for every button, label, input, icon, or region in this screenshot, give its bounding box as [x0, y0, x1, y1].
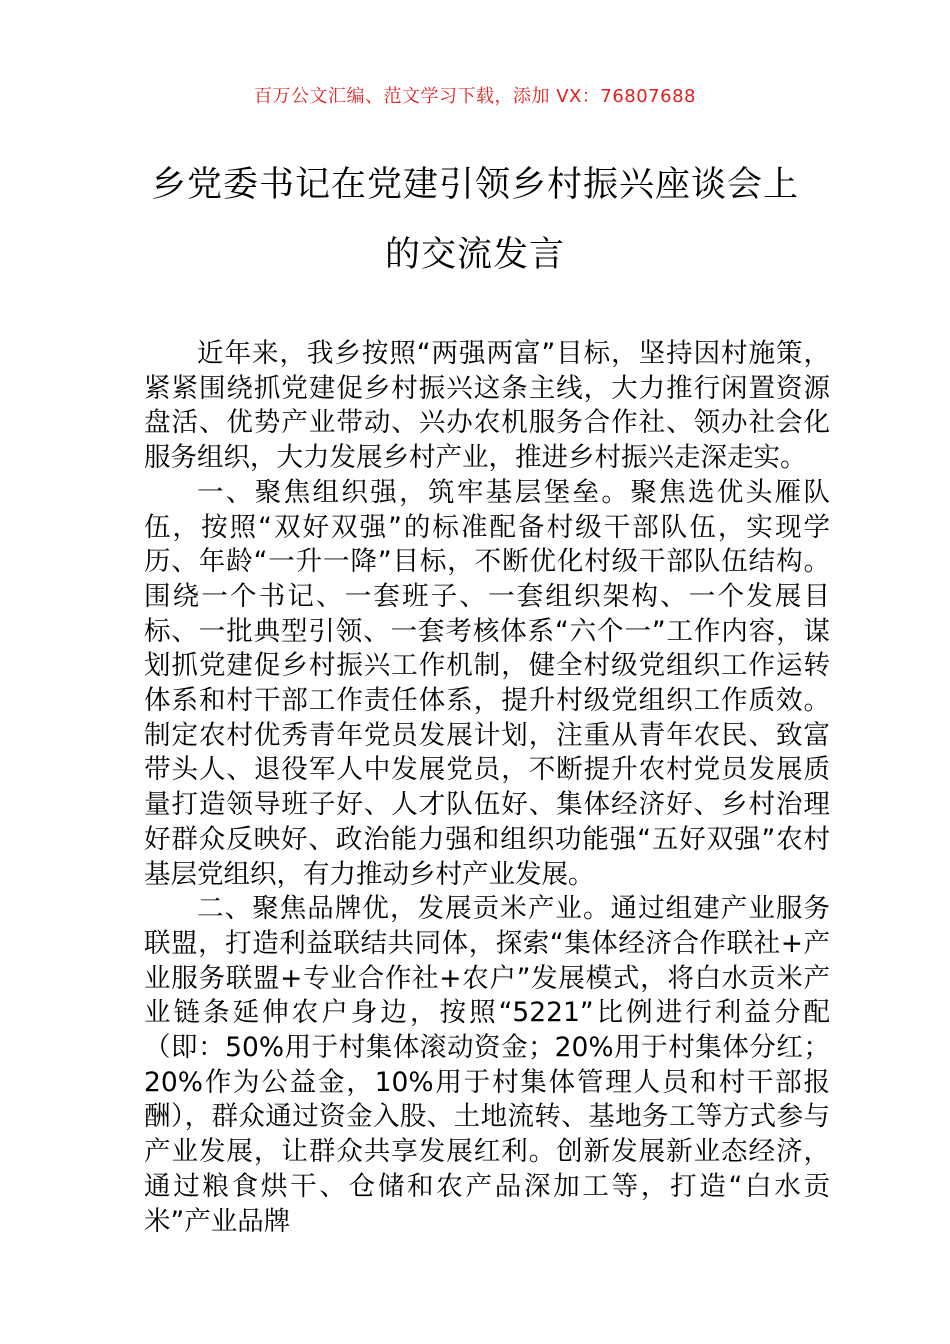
paragraph-section-2: 二、聚焦品牌优，发展贡米产业。通过组建产业服务联盟，打造利益联结共同体，探索“集体经济合作联社+产业服务联盟+专业合作社+农户”发展模式，将白水贡米产业链条延伸农户身边，按照“5221”比例进行利益分配（即：50%用于村集体滚动资金；20%用于村集体分红；20%作为公益金，10%用于村集体管理人员和村干部报酬），群众通过资金入股、土地流转、基地务工等方式参与产业发展，让群众共享发展红利。创新发展新业态经济，通过粮食烘干、仓储和农产品深加工等，打造“白水贡米”产业品牌: [144, 893, 830, 1237]
download-notice: 百万公文汇编、范文学习下载，添加 VX：76807688: [254, 86, 696, 107]
paragraph-intro: 近年来，我乡按照“两强两富”目标，坚持因村施策，紧紧围绕抓党建促乡村振兴这条主线，大力推行闲置资源盘活、优势产业带动、兴办农机服务合作社、领办社会化服务组织，大力发展乡村产业，推进乡村振兴走深走实。: [144, 338, 830, 474]
paragraph-section-1: 一、聚焦组织强，筑牢基层堡垒。聚焦选优头雁队伍，按照“双好双强”的标准配备村级干部队伍，实现学历、年龄“一升一降”目标，不断优化村级干部队伍结构。围绕一个书记、一套班子、一套组织架构、一个发展目标、一批典型引领、一套考核体系“六个一”工作内容，谋划抓党建促乡村振兴工作机制，健全村级党组织工作运转体系和村干部工作责任体系，提升村级党组织工作质效。制定农村优秀青年党员发展计划，注重从青年农民、致富带头人、退役军人中发展党员，不断提升农村党员发展质量打造领导班子好、人才队伍好、集体经济好、乡村治理好群众反映好、政治能力强和组织功能强“五好双强”农村基层党组织，有力推动乡村产业发展。: [144, 476, 830, 890]
document-title: 乡党委书记在党建引领乡村振兴座谈会上的交流发言: [150, 165, 799, 275]
document-body: [144, 337, 830, 1239]
